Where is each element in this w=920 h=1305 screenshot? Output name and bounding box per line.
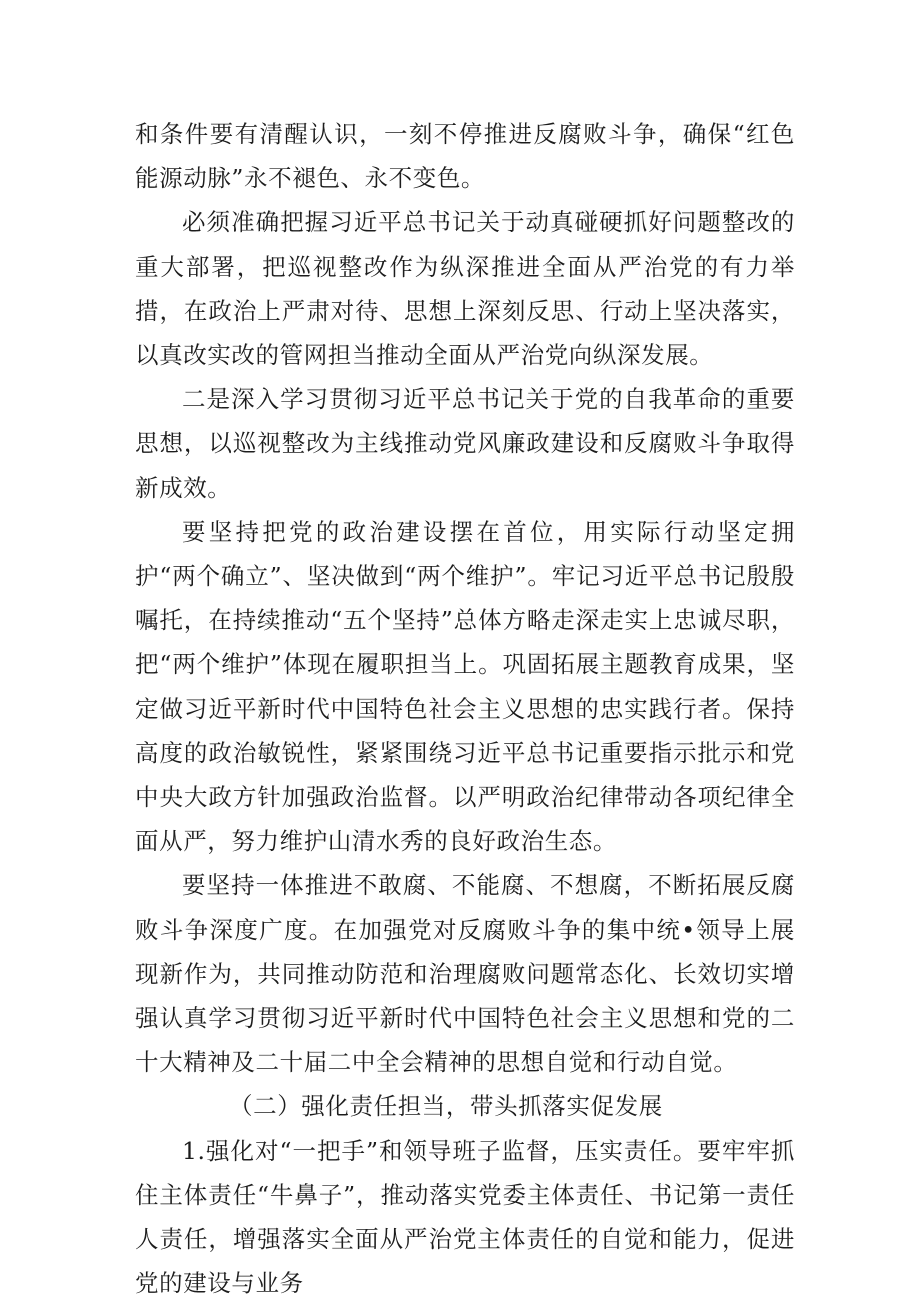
paragraph-point-two: 二是深入学习贯彻习近平总书记关于党的自我革命的重要思想，以巡视整改为主线推动党风廉政建设和反腐败斗争取得新成效。 [135, 385, 795, 502]
document-body [135, 112, 795, 1305]
paragraph-rectification: 必须准确把握习近平总书记关于动真碰硬抓好问题整改的重大部署，把巡视整改作为纵深推进全面从严治党的有力举措，在政治上严肃对待、思想上深刻反思、行动上坚决落实，以真改实改的管网担当推动全面从严治党向纵深发展。 [135, 208, 795, 370]
paragraph-anti-corruption: 要坚持一体推进不敢腐、不能腐、不想腐，不断拓展反腐败斗争深度广度。在加强党对反腐败斗争的集中统•领导上展现新作为，共同推动防范和治理腐败问题常态化、长效切实增强认真学习贯彻习近平新时代中国特色社会主义思想和党的二十大精神及二十届二中全会精神的思想自觉和行动自觉。 [135, 871, 795, 1077]
paragraph-political-building: 要坚持把党的政治建设摆在首位，用实际行动坚定拥护“两个确立”、坚决做到“两个维护”。牢记习近平总书记殷殷嘱托，在持续推动“五个坚持”总体方略走深走实上忠诚尽职，把“两个维护”体现在履职担当上。巩固拓展主题教育成果，坚定做习近平新时代中国特色社会主义思想的忠实践行者。保持高度的政治敏锐性，紧紧围绕习近平总书记重要指示批示和党中央大政方针加强政治监督。以严明政治纪律带动各项纪律全面从严，努力维护山清水秀的良好政治生态。 [135, 517, 795, 856]
section-heading: （二）强化责任担当，带头抓落实促发展 [229, 1092, 663, 1121]
paragraph-continuation: 和条件要有清醒认识，一刻不停推进反腐败斗争，确保“红色能源动脉”永不褪色、永不变色。 [135, 120, 795, 193]
paragraph-item-one: 1.强化对“一把手”和领导班子监督，压实责任。要牢牢抓住主体责任“牛鼻子”，推动落实党委主体责任、书记第一责任人责任，增强落实全面从严治党主体责任的自觉和能力，促进党的建设与业务 [135, 1136, 795, 1298]
